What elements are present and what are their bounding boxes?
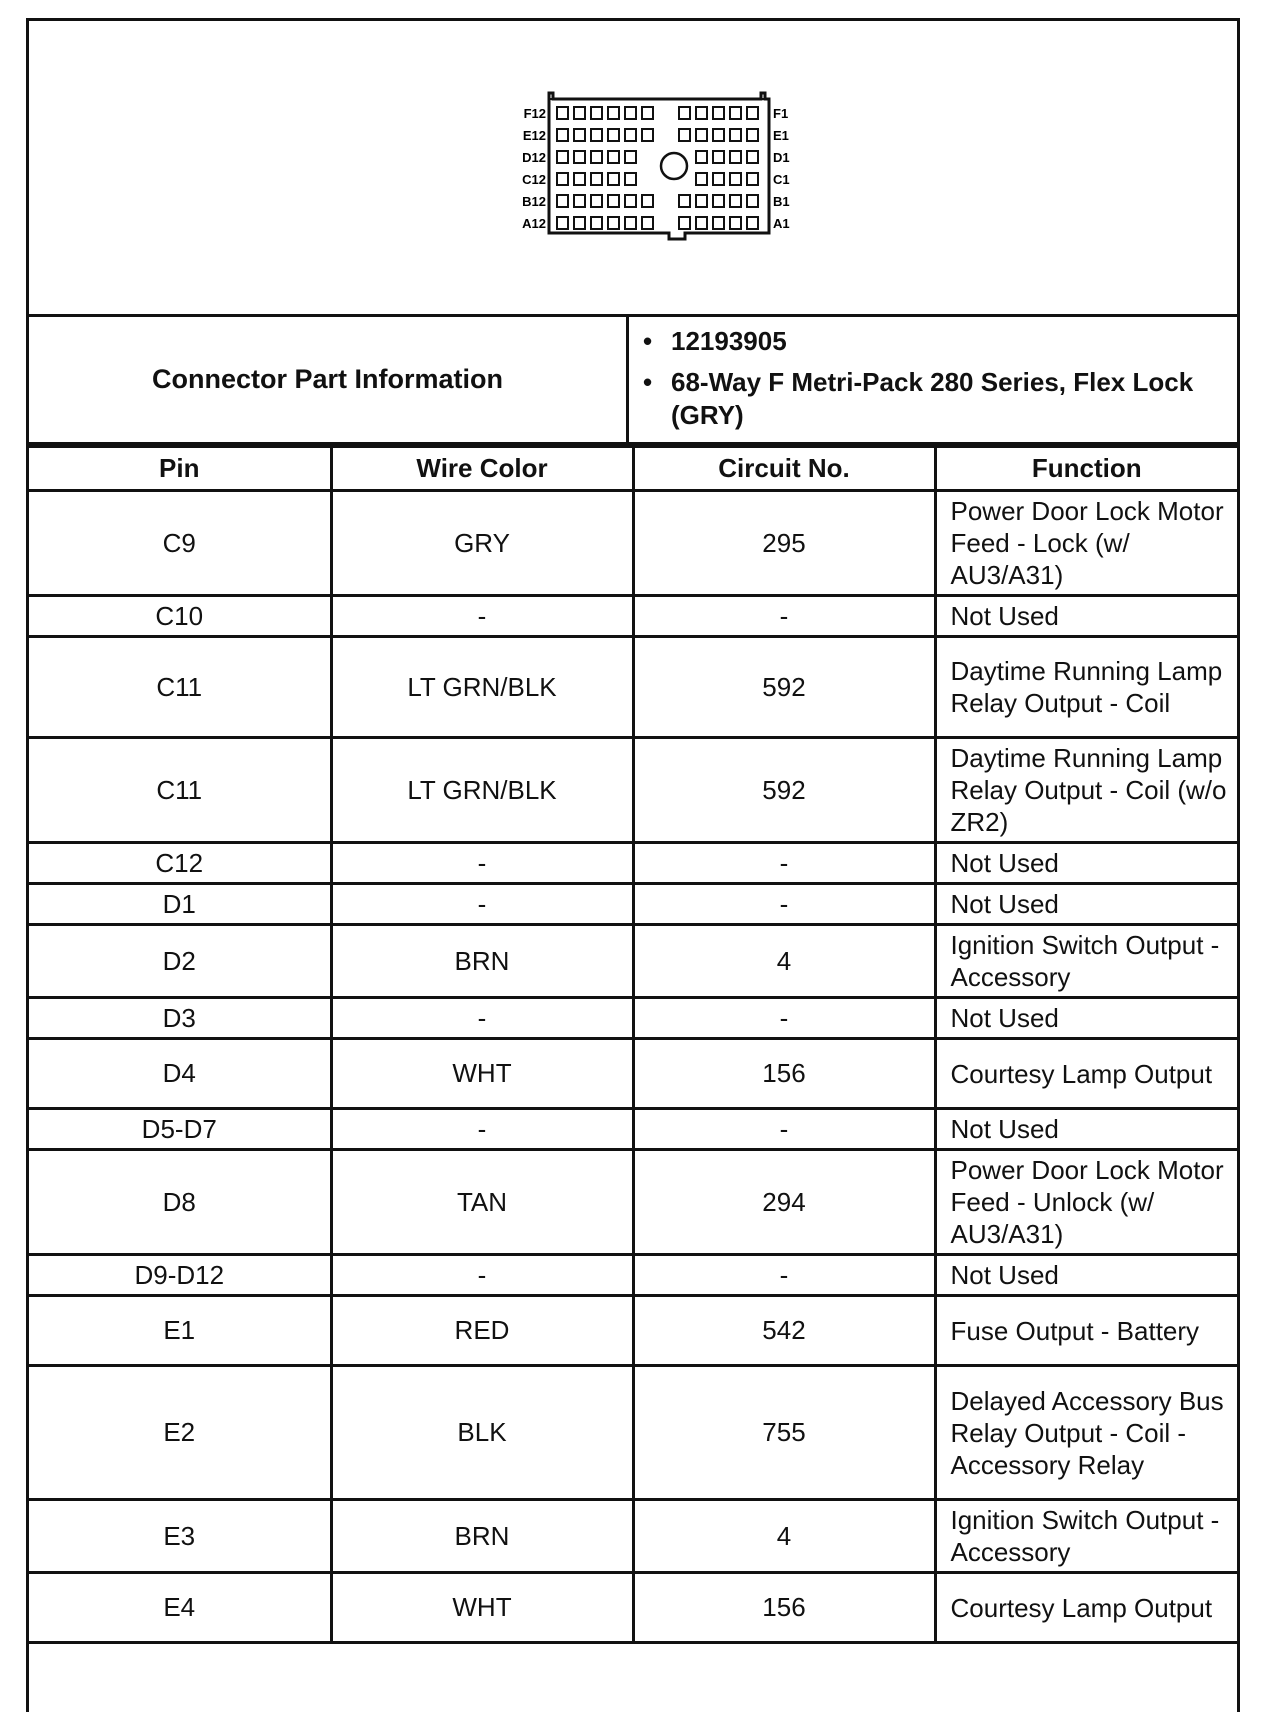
circuit-no-cell: 4 [633,925,935,998]
row-labels-left [522,106,546,231]
pin-cavity [625,173,636,185]
row-label-right: F1 [773,106,789,121]
table-row [29,884,1237,925]
table-row [29,1109,1237,1150]
circuit-no-cell: 4 [633,1500,935,1573]
wire-color-cell: BLK [331,1366,633,1500]
pinout-table [29,445,1237,1644]
function-cell: Not Used [935,1255,1237,1296]
function-cell: Power Door Lock Motor Feed - Unlock (w/ AU3/A31) [935,1150,1237,1255]
pin-cavity [730,129,741,141]
circuit-no-cell: 156 [633,1573,935,1643]
circuit-no-cell: - [633,998,935,1039]
pin-cavity [574,129,585,141]
row-label-left: D12 [522,150,546,165]
header-wire-color: Wire Color [331,447,633,491]
pin-cavity [696,195,707,207]
table-header-row [29,447,1237,491]
pin-cavity [747,173,758,185]
pin-cavities [557,107,758,229]
connector-part-info-label: Connector Part Information [29,317,629,442]
circuit-no-cell: 156 [633,1039,935,1109]
pin-cavity [730,195,741,207]
function-cell: Ignition Switch Output - Accessory [935,925,1237,998]
wire-color-cell: WHT [331,1573,633,1643]
table-row [29,998,1237,1039]
wire-color-cell: GRY [331,491,633,596]
function-cell: Courtesy Lamp Output [935,1573,1237,1643]
pin-cavity [591,107,602,119]
pin-cavity [747,107,758,119]
pin-cell: D4 [29,1039,331,1109]
keying-post [661,153,687,179]
pin-cavity [642,217,653,229]
row-label-left: E12 [522,128,546,143]
table-row [29,1366,1237,1500]
function-cell: Power Door Lock Motor Feed - Lock (w/ AU3/A31) [935,491,1237,596]
wire-color-cell: - [331,843,633,884]
pin-cavity [557,217,568,229]
wire-color-cell: TAN [331,1150,633,1255]
pin-cavity [608,173,619,185]
pin-cavity [679,195,690,207]
pin-cavity [730,151,741,163]
pin-cavity [696,151,707,163]
pin-cavity [574,195,585,207]
pin-cavity [730,217,741,229]
pin-cavity [679,129,690,141]
pin-cavity [591,217,602,229]
wire-color-cell: - [331,1109,633,1150]
connector-part-info-row [29,317,1237,445]
circuit-no-cell: - [633,843,935,884]
function-cell: Daytime Running Lamp Relay Output - Coil (w/o ZR2) [935,738,1237,843]
wire-color-cell: - [331,998,633,1039]
pin-cavity [747,195,758,207]
pin-cell: E4 [29,1573,331,1643]
function-cell: Not Used [935,843,1237,884]
function-cell: Not Used [935,1109,1237,1150]
pin-cell: C12 [29,843,331,884]
table-row [29,491,1237,596]
pin-cavity [642,195,653,207]
wire-color-cell: LT GRN/BLK [331,738,633,843]
pin-cell: D8 [29,1150,331,1255]
pin-cavity [625,151,636,163]
pin-cavity [696,107,707,119]
function-cell: Not Used [935,884,1237,925]
pin-cavity [679,217,690,229]
table-row [29,1255,1237,1296]
pin-cavity [557,107,568,119]
wire-color-cell: - [331,884,633,925]
circuit-no-cell: 294 [633,1150,935,1255]
function-cell: Courtesy Lamp Output [935,1039,1237,1109]
header-circuit-no: Circuit No. [633,447,935,491]
pin-cavity [591,151,602,163]
pin-cell: C11 [29,738,331,843]
pin-cavity [574,217,585,229]
pin-cavity [696,129,707,141]
function-cell: Delayed Accessory Bus Relay Output - Coil - Accessory Relay [935,1366,1237,1500]
pin-cavity [713,107,724,119]
pin-cavity [642,129,653,141]
pin-cavity [557,129,568,141]
circuit-no-cell: - [633,596,935,637]
pin-cavity [608,217,619,229]
header-function: Function [935,447,1237,491]
circuit-no-cell: - [633,884,935,925]
pin-cavity [557,195,568,207]
wire-color-cell: - [331,596,633,637]
connector-description: • 68-Way F Metri-Pack 280 Series, Flex Lock (GRY) [641,366,1231,432]
pin-cell: D9-D12 [29,1255,331,1296]
pin-cavity [625,195,636,207]
function-cell: Daytime Running Lamp Relay Output - Coil [935,637,1237,738]
wire-color-cell: BRN [331,1500,633,1573]
pin-cavity [591,173,602,185]
row-label-left: F12 [523,106,546,121]
pin-cavity [713,173,724,185]
pin-cell: D2 [29,925,331,998]
pin-cavity [696,217,707,229]
connector-document [26,18,1240,1712]
wire-color-cell: BRN [331,925,633,998]
pin-cavity [608,107,619,119]
pin-cavity [747,217,758,229]
row-label-right: D1 [773,150,790,165]
circuit-no-cell: - [633,1255,935,1296]
table-row [29,1296,1237,1366]
row-label-left: A12 [522,216,546,231]
pin-cavity [608,195,619,207]
pin-cavity [747,151,758,163]
pin-cavity [608,151,619,163]
circuit-no-cell: - [633,1109,935,1150]
row-label-left: B12 [522,194,546,209]
table-row [29,1500,1237,1573]
pin-cavity [574,151,585,163]
connector-diagram-panel [29,21,1237,317]
pin-cell: C11 [29,637,331,738]
pin-cavity [557,151,568,163]
function-cell: Not Used [935,596,1237,637]
pin-cavity [591,195,602,207]
pin-cell: E1 [29,1296,331,1366]
pin-cavity [713,151,724,163]
row-label-right: A1 [773,216,790,231]
row-label-right: E1 [773,128,789,143]
circuit-no-cell: 542 [633,1296,935,1366]
connector-face-diagram [489,73,869,263]
table-row [29,843,1237,884]
pin-cavity [625,129,636,141]
pin-cavity [713,217,724,229]
connector-part-info-list [641,325,1231,432]
function-cell: Not Used [935,998,1237,1039]
pin-cell: C9 [29,491,331,596]
circuit-no-cell: 295 [633,491,935,596]
wire-color-cell: WHT [331,1039,633,1109]
table-row [29,637,1237,738]
pin-cavity [679,107,690,119]
pin-cell: E3 [29,1500,331,1573]
function-cell: Ignition Switch Output - Accessory [935,1500,1237,1573]
pin-cavity [696,173,707,185]
circuit-no-cell: 592 [633,738,935,843]
table-row [29,738,1237,843]
pin-cavity [713,195,724,207]
pin-cavity [730,107,741,119]
row-label-right: B1 [773,194,790,209]
pin-cell: E2 [29,1366,331,1500]
part-number: • 12193905 [641,325,1231,358]
pin-cavity [625,107,636,119]
pin-cavity [713,129,724,141]
pin-cavity [642,107,653,119]
wire-color-cell: - [331,1255,633,1296]
pin-cavity [608,129,619,141]
circuit-no-cell: 592 [633,637,935,738]
pin-cell: D3 [29,998,331,1039]
pin-cell: D5-D7 [29,1109,331,1150]
wire-color-cell: LT GRN/BLK [331,637,633,738]
row-labels-right [773,106,790,231]
pin-cell: D1 [29,884,331,925]
wire-color-cell: RED [331,1296,633,1366]
pin-cavity [747,129,758,141]
table-row [29,1039,1237,1109]
pin-cavity [625,217,636,229]
header-pin: Pin [29,447,331,491]
table-row [29,596,1237,637]
row-label-left: C12 [522,172,546,187]
pin-cavity [557,173,568,185]
row-label-right: C1 [773,172,790,187]
pin-cell: C10 [29,596,331,637]
pin-cavity [574,107,585,119]
table-row [29,925,1237,998]
table-row [29,1150,1237,1255]
function-cell: Fuse Output - Battery [935,1296,1237,1366]
pin-cavity [591,129,602,141]
pin-cavity [574,173,585,185]
pin-cavity [730,173,741,185]
circuit-no-cell: 755 [633,1366,935,1500]
table-row [29,1573,1237,1643]
